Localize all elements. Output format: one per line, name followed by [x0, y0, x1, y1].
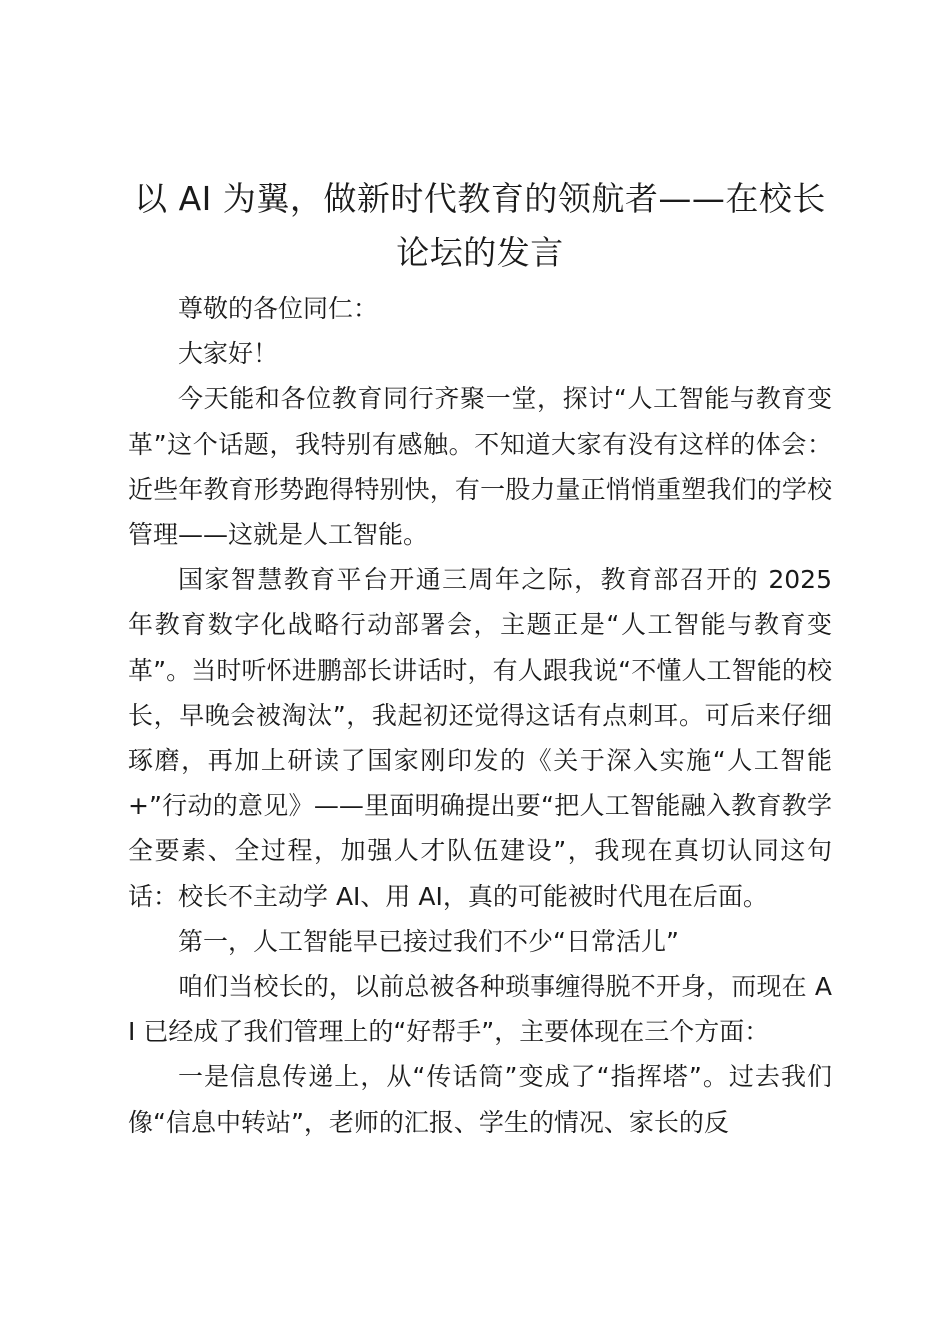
- document-title: 以 AI 为翼，做新时代教育的领航者——在校长论坛的发言: [134, 179, 826, 272]
- paragraph-intro: 今天能和各位教育同行齐聚一堂，探讨“人工智能与教育变革”这个话题，我特别有感触。不知道大家有没有这样的体会：近些年教育形势跑得特别快，有一股力量正悄悄重塑我们的学校管理——这就是人工智能。: [128, 384, 832, 550]
- salutation: 尊敬的各位同仁：: [178, 294, 379, 323]
- section-heading-first: 第一，人工智能早已接过我们不少“日常活儿”: [178, 926, 679, 956]
- paragraph-background: 国家智慧教育平台开通三周年之际，教育部召开的 2025 年教育数字化战略行动部署会，主题正是“人工智能与教育变革”。当时听怀进鹏部长讲话时，有人跟我说“不懂人工智能的校长，早晚会被淘汰”，我起初还觉得这话有点刺耳。可后来仔细琢磨，再加上研读了国家刚印发的《关于深入实施“人工智能+”行动的意见》——里面明确提出要“把人工智能融入教育教学全要素、全过程，加强人才队伍建设”，我现在真切认同这句话：校长不主动学 AI、用 AI，真的可能被时代甩在后面。: [128, 565, 832, 911]
- paragraph-point-one: 一是信息传递上，从“传话筒”变成了“指挥塔”。过去我们像“信息中转站”，老师的汇报、学生的情况、家长的反: [128, 1062, 832, 1137]
- paragraph-section-intro: 咱们当校长的，以前总被各种琐事缠得脱不开身，而现在 AI 已经成了我们管理上的“好帮手”，主要体现在三个方面：: [128, 972, 832, 1047]
- document-body: [128, 172, 832, 1145]
- greeting: 大家好！: [178, 339, 279, 369]
